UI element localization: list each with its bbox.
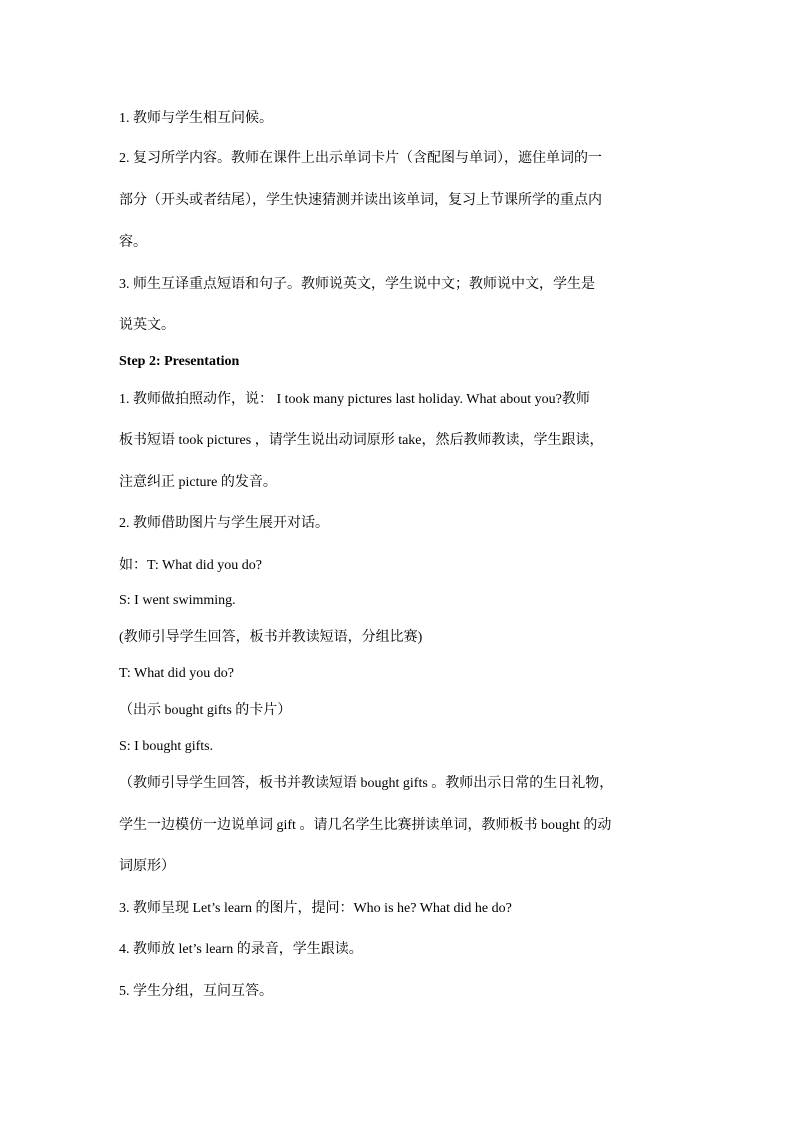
text-line: 学生一边模仿一边说单词 gift 。请几名学生比赛拼读单词，教师板书 bought 的动 xyxy=(119,818,612,833)
text-line: 3. 教师呈现 Let’s learn 的图片，提问：Who is he? What did he do? xyxy=(119,901,512,916)
text-line: 板书短语 took pictures ，请学生说出动词原形 take，然后教师教读，学生跟读， xyxy=(119,433,604,448)
text-line: 1. 教师做拍照动作，说： I took many pictures last holiday. What about you?教师 xyxy=(119,392,590,407)
text-line: S: I went swimming. xyxy=(119,593,236,608)
section-heading: Step 2: Presentation xyxy=(119,354,240,369)
text-line: 5. 学生分组，互问互答。 xyxy=(119,984,273,999)
text-line: 2. 教师借助图片与学生展开对话。 xyxy=(119,516,329,531)
text-line: 1. 教师与学生相互问候。 xyxy=(119,111,273,126)
text-line: (教师引导学生回答，板书并教读短语，分组比赛) xyxy=(119,630,423,645)
text-line: 2. 复习所学内容。教师在课件上出示单词卡片（含配图与单词），遮住单词的一 xyxy=(119,151,602,166)
text-line: （教师引导学生回答，板书并教读短语 bought gifts 。教师出示日常的生日礼物， xyxy=(119,776,614,791)
text-line: T: What did you do? xyxy=(119,666,234,681)
text-line: 容。 xyxy=(119,235,147,250)
text-line: 如：T: What did you do? xyxy=(119,558,262,573)
text-line: （出示 bought gifts 的卡片） xyxy=(119,703,292,718)
text-line: 3. 师生互译重点短语和句子。教师说英文，学生说中文；教师说中文，学生是 xyxy=(119,277,595,292)
text-line: 注意纠正 picture 的发音。 xyxy=(119,475,277,490)
text-line: 部分（开头或者结尾），学生快速猜测并读出该单词，复习上节课所学的重点内 xyxy=(119,193,602,208)
text-line: 说英文。 xyxy=(119,318,175,333)
text-line: 词原形） xyxy=(119,859,175,874)
text-line: S: I bought gifts. xyxy=(119,739,214,754)
text-line: 4. 教师放 let’s learn 的录音，学生跟读。 xyxy=(119,942,363,957)
